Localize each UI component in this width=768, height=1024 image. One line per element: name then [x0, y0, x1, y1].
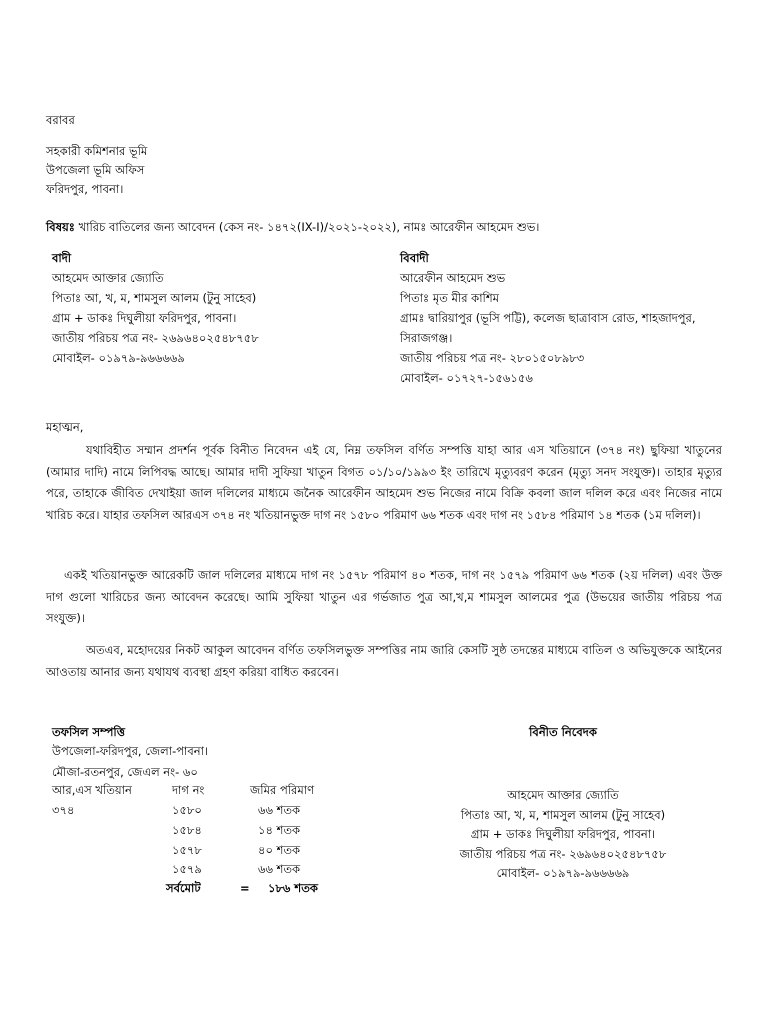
signature-block — [410, 724, 716, 884]
signature-line: জাতীয় পরিচয় পত্র নং- ২৬৯৬৪০২৫৪৮৭৫৮ — [459, 846, 667, 861]
subject-label: বিষয়ঃ — [46, 220, 75, 234]
plaintiff-line: জাতীয় পরিচয় পত্র নং- ২৬৯৬৪০২৫৪৮৭৫৮ — [52, 331, 259, 345]
plaintiff-heading: বাদী — [52, 251, 72, 265]
signature-heading: বিনীত নিবেদক — [529, 725, 597, 739]
table-row-amount: ১৪ শতক — [258, 823, 301, 837]
addressee-line: উপজেলা ভূমি অফিস — [46, 163, 145, 177]
table-row-dag: ১৫৮০ — [172, 803, 202, 817]
paragraph-text: যথাবিহীত সম্মান প্রদর্শন পূর্বক বিনীত নিবেদন এই যে, নিম্ন তফসিল বর্ণিত সম্পত্তি যাহা আর এস খতিয়ানে (৩৭৪ নং) ছুফিয়া খাতুনের (আমার দাদি) নামে লিপিবদ্ধ আছে। আমার দাদী সুফিয়া খাতুন বিগত ০১/১০/১৯৯৩ ইং তারিখে মৃত্যুবরণ করেন (মৃত্যু সনদ সংযুক্ত)। তাহার মৃত্যুর পরে, তাহাকে জীবিত দেখাইয়া জাল দলিলের মাধ্যমে জনৈক আরেফীন আহমেদ শুভ নিজের নামে বিক্রি কবলা জাল দলিল করে এবং নিজের নামে খারিচ করে। যাহার তফসিল আরএস ৩৭৪ নং খতিয়ানভুক্ত দাগ নং ১৫৮০ পরিমাণ ৬৬ শতক এবং দাগ নং ১৫৮৪ পরিমাণ ১৪ শতক (১ম দলিল)। — [46, 443, 722, 522]
plaintiff-line: গ্রাম + ডাকঃ দিঘুলীয়া ফরিদপুর, পাবনা। — [52, 311, 237, 325]
schedule-heading: তফসিল সম্পত্তি — [52, 725, 125, 739]
greeting: মহাত্মন, — [46, 420, 84, 434]
signature-line: আহমেদ আক্তার জ্যোতি — [507, 788, 619, 802]
schedule-total-equals: = — [240, 881, 250, 895]
table-row-dag: ১৫৮৪ — [172, 823, 202, 837]
defendant-line: আরেফীন আহমেদ শুভ — [400, 271, 506, 285]
plaintiff-line: পিতাঃ আ, খ, ম, শামসুল আলম (টুনু সাহেব) — [52, 291, 257, 305]
paragraph-text: অতএব, মহোদয়ের নিকট আকুল আবেদন বর্ণিত তফসিলভুক্ত সম্পত্তির নাম জারি কেসটি সুষ্ঠ তদন্তের মাধ্যমে বাতিল ও অভিযুক্তকে আইনের আওতায় আনার জন্য যথাযথ ব্যবস্থা গ্রহণ করিয়া বাধিত করবেন। — [46, 643, 722, 679]
schedule-total-label: সর্বমোট — [166, 881, 201, 895]
subject-line — [46, 219, 539, 235]
plaintiff-line: মোবাইল- ০১৯৭৯-৯৬৬৬৬৯ — [52, 351, 185, 365]
body-paragraph-1 — [46, 440, 722, 526]
signature-line: পিতাঃ আ, খ, ম, শামসুল আলম (টুনু সাহেব) — [460, 807, 666, 822]
schedule-col-dag: দাগ নং — [172, 783, 205, 797]
schedule-khatian-value: ৩৭৪ — [52, 803, 75, 817]
schedule-col-amount: জমির পরিমাণ — [250, 783, 315, 797]
addressee-line: ফরিদপুর, পাবনা। — [46, 182, 124, 196]
signature-line: মোবাইল- ০১৯৭৯-৯৬৬৬৬৯ — [496, 866, 630, 880]
schedule-line: মৌজা-রতনপুর, জেএল নং- ৬০ — [52, 765, 198, 779]
signature-line: গ্রাম + ডাকঃ দিঘুলীয়া ফরিদপুর, পাবনা। — [470, 827, 656, 841]
table-row-amount: ৬৬ শতক — [258, 862, 301, 876]
table-row-dag: ১৫৭৯ — [172, 862, 202, 876]
table-row-amount: ৬৬ শতক — [258, 803, 301, 817]
defendant-line: সিরাজগঞ্জ। — [400, 331, 453, 345]
plaintiff-line: আহমেদ আক্তার জ্যোতি — [52, 271, 164, 285]
defendant-line: জাতীয় পরিচয় পত্র নং- ২৮০১৫০৮৯৮৩ — [400, 351, 585, 365]
schedule-line: উপজেলা-ফরিদপুর, জেলা-পাবনা। — [52, 744, 209, 758]
body-paragraph-3 — [46, 640, 722, 683]
defendant-line: গ্রামঃ দ্বারিয়াপুর (ভূসি পট্টি), কলেজ ছাত্রাবাস রোড, শাহজাদপুর, — [400, 311, 696, 325]
addressee-line: সহকারী কমিশনার ভূমি — [46, 144, 148, 158]
defendant-line: মোবাইল- ০১৭২৭-১৫৬১৫৬ — [400, 371, 533, 385]
defendant-heading: বিবাদী — [400, 251, 429, 265]
table-row-amount: ৪০ শতক — [258, 843, 301, 857]
salutation-to: বরাবর — [46, 113, 75, 127]
defendant-line: পিতাঃ মৃত মীর কাশিম — [400, 291, 500, 305]
table-row-dag: ১৫৭৮ — [172, 843, 202, 857]
schedule-col-khatian: আর,এস খতিয়ান — [52, 783, 132, 797]
body-paragraph-2 — [46, 565, 722, 630]
paragraph-text: একই খতিয়ানভুক্ত আরেকটি জাল দলিলের মাধ্যমে দাগ নং ১৫৭৮ পরিমাণ ৪০ শতক, দাগ নং ১৫৭৯ পরিমাণ ৬৬ শতক (২য় দলিল) এবং উক্ত দাগ গুলো খারিচের জন্য আবেদন করেছে। আমি সুফিয়া খাতুন এর গর্ভজাত পুত্র আ,খ,ম শামসুল আলমের পুত্র (উভয়ের জাতীয় পরিচয় পত্র সংযুক্ত)। — [46, 568, 722, 625]
schedule-total-value: ১৮৬ শতক — [268, 881, 318, 895]
subject-text: খারিচ বাতিলের জন্য আবেদন (কেস নং- ১৪৭২(IX-I)/২০২১-২০২২), নামঃ আরেফীন আহমেদ শুভ। — [78, 220, 540, 234]
